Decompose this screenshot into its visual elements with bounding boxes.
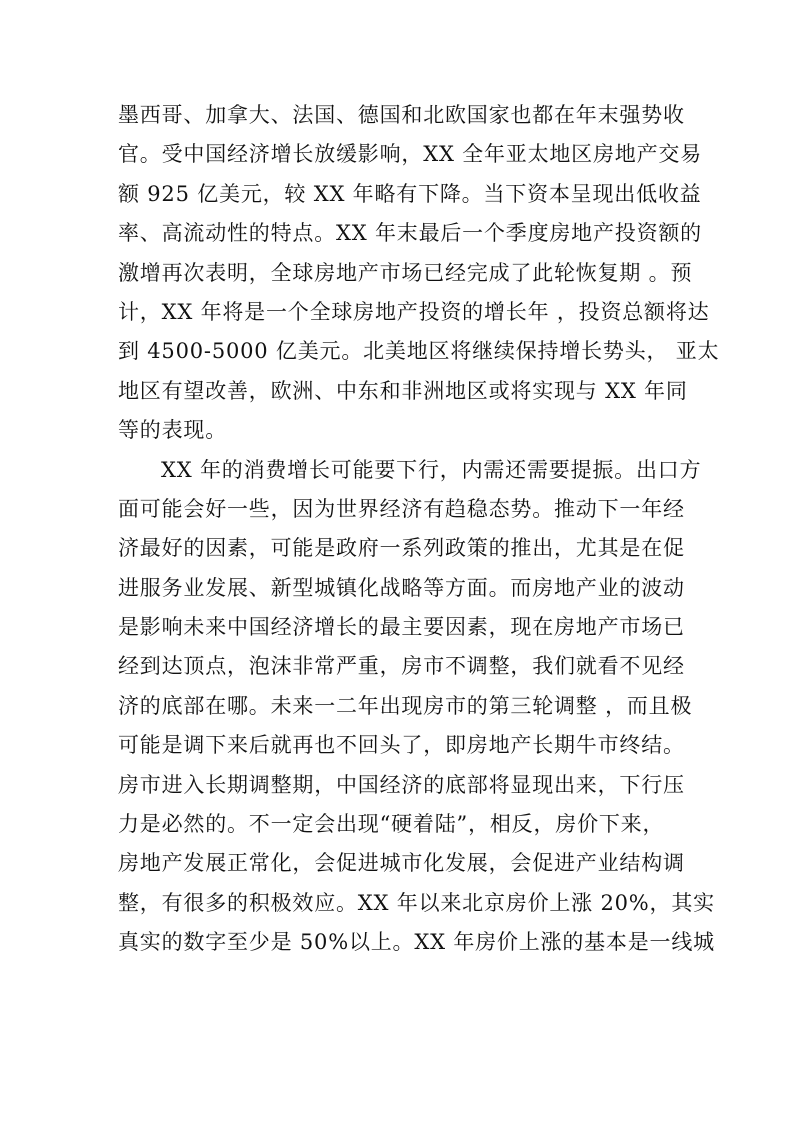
text-line: 是影响未来中国经济增长的最主要因素，现在房地产市场已 bbox=[118, 615, 685, 640]
text-line: 地区有望改善，欧洲、中东和非洲地区或将实现与 XX 年同 bbox=[118, 378, 688, 403]
text-line: 额 925 亿美元，较 XX 年略有下降。当下资本呈现出低收益 bbox=[118, 181, 702, 206]
text-line: 等的表现。 bbox=[118, 418, 227, 443]
text-line: XX 年的消费增长可能要下行，内需还需要提振。出口方 bbox=[161, 457, 702, 482]
text-line: 整，有很多的积极效应。XX 年以来北京房价上涨 20%，其实 bbox=[118, 890, 715, 915]
text-line: 经到达顶点，泡沫非常严重，房市不调整，我们就看不见经 bbox=[118, 654, 685, 679]
text-line: 激增再次表明，全球房地产市场已经完成了此轮恢复期 。预 bbox=[118, 260, 693, 285]
text-line: 房市进入长期调整期，中国经济的底部将显现出来，下行压 bbox=[118, 772, 685, 797]
paragraph-2 bbox=[118, 451, 715, 963]
text-line: 济的底部在哪。未来一二年出现房市的第三轮调整 ，而且极 bbox=[118, 693, 693, 718]
paragraph-1 bbox=[118, 96, 720, 451]
text-line: 计，XX 年将是一个全球房地产投资的增长年 ，投资总额将达 bbox=[118, 299, 710, 324]
text-line: 力是必然的。不一定会出现“硬着陆”，相反，房价下来， bbox=[118, 812, 665, 837]
text-line: 官。受中国经济增长放缓影响，XX 全年亚太地区房地产交易 bbox=[118, 142, 702, 167]
text-line: 面可能会好一些，因为世界经济有趋稳态势。推动下一年经 bbox=[118, 496, 685, 521]
text-line: 率、高流动性的特点。XX 年末最后一个季度房地产投资额的 bbox=[118, 221, 702, 246]
text-line: 可能是调下来后就再也不回头了，即房地产长期牛市终结。 bbox=[118, 733, 685, 758]
text-line: 墨西哥、加拿大、法国、德国和北欧国家也都在年末强势收 bbox=[118, 103, 685, 127]
text-line: 进服务业发展、新型城镇化战略等方面。而房地产业的波动 bbox=[118, 575, 685, 600]
text-line: 到 4500-5000 亿美元。北美地区将继续保持增长势头， 亚太 bbox=[118, 339, 720, 364]
body-text bbox=[118, 96, 720, 963]
text-line: 济最好的因素，可能是政府一系列政策的推出，尤其是在促 bbox=[118, 536, 685, 561]
text-line: 真实的数字至少是 50%以上。XX 年房价上涨的基本是一线城 bbox=[118, 930, 715, 955]
text-line: 房地产发展正常化，会促进城市化发展，会促进产业结构调 bbox=[118, 851, 685, 876]
